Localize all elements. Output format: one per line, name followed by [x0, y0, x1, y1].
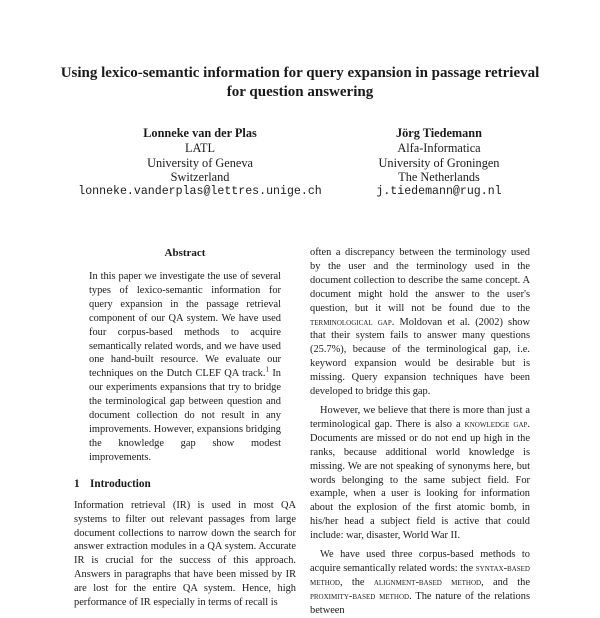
body-paragraph-2 [310, 404, 530, 543]
abstract-text-rest: In our experiments expansions that try to bridge the terminological gap between question and document collection do not result in any improvements. However, expansions bridging the knowledge gap show modest improvements. [89, 368, 281, 463]
intro-paragraph: Information retrieval (IR) is used in most QA systems to filter out relevant passages from large document collections to narrow down the search for answer extraction modules in a QA system. Accurate IR is crucial for the success of this approach. Answers in paragraphs that have been missed by IR are lost for the entire QA system. Hence, high performance of IR especially in terms of recall is [74, 499, 296, 609]
author-email: j.tiedemann@rug.nl [376, 185, 502, 199]
author-block-2 [344, 126, 534, 200]
right-column [310, 246, 530, 618]
term-alignment-based-method: alignment-based method [373, 576, 482, 588]
abstract-body [89, 270, 281, 465]
section-number: 1 [74, 477, 80, 490]
body-paragraph-3 [310, 548, 530, 618]
author-block-1 [70, 126, 330, 200]
author-email: lonneke.vanderplas@lettres.unige.ch [78, 185, 322, 199]
abstract-heading: Abstract [164, 247, 206, 259]
term-knowledge-gap: knowledge gap [464, 418, 528, 430]
author-name: Jörg Tiedemann [396, 126, 482, 140]
author-country: The Netherlands [398, 170, 480, 185]
text-run: , and the [481, 576, 530, 588]
author-name: Lonneke van der Plas [143, 126, 257, 140]
abstract-text-main: In this paper we investigate the use of several types of lexico-semantic information for query expansion in the passage retrieval component of our QA system. We have used four corpus-based methods to acquire semantically related words, and we have used one hand-built resource. We evaluate our techniques on the Dutch CLEF QA track. [89, 271, 281, 380]
footnote-marker: 1 [265, 365, 269, 374]
section-heading-introduction [74, 477, 296, 491]
text-run: . Moldovan et al. (2002) show that their system fails to answer many questions (25.7%), because of the terminological gap, i.e. keyword expansion would be desirable but is missing. Query expansion techniques have been developed to bridge this gap. [310, 316, 530, 398]
text-run: However, we believe that there is more than just a terminological gap. There is also a [310, 404, 530, 430]
author-affiliation: LATL [184, 140, 216, 155]
term-proximity-based-method: proximity-based method [310, 590, 410, 602]
section-title: Introduction [90, 477, 151, 490]
text-run: . Documents are missed or do not end up high in the ranks, because additional world knowledge is missing. We are not speaking of synonyms here, but words belonging to the same subject field. For example, when a user is looking for information about the explosion of the first atomic bomb, in his/her head a subject field is active that could include: war, disaster, World War II. [310, 418, 531, 542]
author-institution: University of Geneva [147, 155, 253, 170]
body-paragraph-1 [310, 246, 530, 399]
left-column [74, 246, 296, 610]
paper-title: Using lexico-semantic information for query expansion in passage retrieval for question answering [60, 65, 540, 100]
abstract-text [89, 270, 281, 465]
text-run: often a discrepancy between the terminology used by the user and the terminology used in the document collection to describe the same concept. A document might hold the answer to the user's question, but it will not be found due to the [310, 247, 530, 314]
author-institution: University of Groningen [378, 155, 500, 170]
term-syntax-based-method: syntax-based method [310, 562, 530, 588]
author-country: Switzerland [170, 170, 230, 185]
text-run: We have used three corpus-based methods to acquire semantically related words: the [310, 549, 530, 574]
term-terminological-gap: terminological gap [310, 316, 392, 328]
author-affiliation: Alfa-Informatica [397, 140, 481, 155]
text-run: , the [339, 576, 374, 588]
text-run: . The nature of the relations between [310, 590, 530, 616]
